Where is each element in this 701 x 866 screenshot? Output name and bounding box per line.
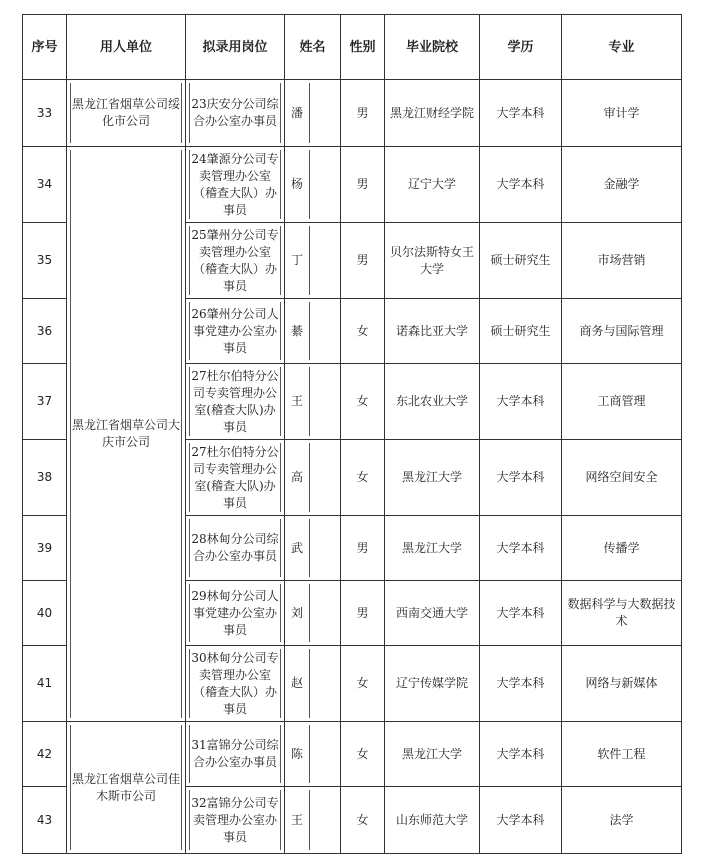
table-row <box>23 80 682 147</box>
row-no: 37 <box>23 364 67 440</box>
major-cell: 工商管理 <box>562 364 682 440</box>
degree-cell: 大学本科 <box>480 80 562 147</box>
major-cell: 审计学 <box>562 80 682 147</box>
degree-cell: 大学本科 <box>480 722 562 787</box>
table-row <box>23 722 682 787</box>
school-cell: 辽宁大学 <box>385 147 480 223</box>
degree-cell: 大学本科 <box>480 787 562 854</box>
school-cell: 诺森比亚大学 <box>385 299 480 364</box>
post-cell: 25肇州分公司专卖管理办公室（稽查大队）办事员 <box>186 223 285 299</box>
major-cell: 软件工程 <box>562 722 682 787</box>
recruitment-table <box>22 14 682 854</box>
name-cell: 王 <box>285 364 341 440</box>
degree-cell: 硕士研究生 <box>480 299 562 364</box>
row-no: 38 <box>23 440 67 516</box>
name-cell: 陈 <box>285 722 341 787</box>
school-cell: 黑龙江大学 <box>385 722 480 787</box>
post-cell: 28林甸分公司综合办公室办事员 <box>186 516 285 581</box>
gender-cell: 女 <box>341 722 385 787</box>
row-no: 36 <box>23 299 67 364</box>
row-no: 33 <box>23 80 67 147</box>
school-cell: 西南交通大学 <box>385 581 480 646</box>
header-major: 专业 <box>562 15 682 80</box>
major-cell: 传播学 <box>562 516 682 581</box>
name-cell: 赵 <box>285 646 341 722</box>
degree-cell: 大学本科 <box>480 646 562 722</box>
post-cell: 29林甸分公司人事党建办公室办事员 <box>186 581 285 646</box>
post-cell: 23庆安分公司综合办公室办事员 <box>186 80 285 147</box>
gender-cell: 男 <box>341 516 385 581</box>
major-cell: 法学 <box>562 787 682 854</box>
degree-cell: 大学本科 <box>480 440 562 516</box>
major-cell: 网络空间安全 <box>562 440 682 516</box>
header-unit: 用人单位 <box>67 15 186 80</box>
unit-cell: 黑龙江省烟草公司佳木斯市公司 <box>67 722 186 854</box>
name-cell: 武 <box>285 516 341 581</box>
row-no: 43 <box>23 787 67 854</box>
major-cell: 数据科学与大数据技术 <box>562 581 682 646</box>
header-degree: 学历 <box>480 15 562 80</box>
header-gender: 性别 <box>341 15 385 80</box>
row-no: 40 <box>23 581 67 646</box>
major-cell: 商务与国际管理 <box>562 299 682 364</box>
gender-cell: 女 <box>341 440 385 516</box>
row-no: 42 <box>23 722 67 787</box>
header-name: 姓名 <box>285 15 341 80</box>
header-post: 拟录用岗位 <box>186 15 285 80</box>
degree-cell: 大学本科 <box>480 516 562 581</box>
school-cell: 辽宁传媒学院 <box>385 646 480 722</box>
gender-cell: 男 <box>341 581 385 646</box>
name-cell: 綦 <box>285 299 341 364</box>
school-cell: 东北农业大学 <box>385 364 480 440</box>
name-cell: 杨 <box>285 147 341 223</box>
school-cell: 贝尔法斯特女王大学 <box>385 223 480 299</box>
school-cell: 黑龙江大学 <box>385 440 480 516</box>
degree-cell: 大学本科 <box>480 147 562 223</box>
header-school: 毕业院校 <box>385 15 480 80</box>
gender-cell: 女 <box>341 299 385 364</box>
row-no: 39 <box>23 516 67 581</box>
major-cell: 网络与新媒体 <box>562 646 682 722</box>
degree-cell: 大学本科 <box>480 364 562 440</box>
table-row <box>23 147 682 223</box>
name-cell: 刘 <box>285 581 341 646</box>
post-cell: 26肇州分公司人事党建办公室办事员 <box>186 299 285 364</box>
row-no: 34 <box>23 147 67 223</box>
school-cell: 黑龙江财经学院 <box>385 80 480 147</box>
row-no: 41 <box>23 646 67 722</box>
post-cell: 24肇源分公司专卖管理办公室（稽查大队）办事员 <box>186 147 285 223</box>
major-cell: 金融学 <box>562 147 682 223</box>
header-no: 序号 <box>23 15 67 80</box>
gender-cell: 男 <box>341 80 385 147</box>
header-row <box>23 15 682 80</box>
unit-cell: 黑龙江省烟草公司绥化市公司 <box>67 80 186 147</box>
gender-cell: 女 <box>341 646 385 722</box>
school-cell: 山东师范大学 <box>385 787 480 854</box>
post-cell: 27杜尔伯特分公司专卖管理办公室(稽查大队)办事员 <box>186 364 285 440</box>
post-cell: 30林甸分公司专卖管理办公室（稽查大队）办事员 <box>186 646 285 722</box>
unit-cell: 黑龙江省烟草公司大庆市公司 <box>67 147 186 722</box>
name-cell: 王 <box>285 787 341 854</box>
row-no: 35 <box>23 223 67 299</box>
gender-cell: 女 <box>341 364 385 440</box>
degree-cell: 大学本科 <box>480 581 562 646</box>
school-cell: 黑龙江大学 <box>385 516 480 581</box>
gender-cell: 男 <box>341 223 385 299</box>
post-cell: 31富锦分公司综合办公室办事员 <box>186 722 285 787</box>
gender-cell: 女 <box>341 787 385 854</box>
name-cell: 丁 <box>285 223 341 299</box>
post-cell: 27杜尔伯特分公司专卖管理办公室(稽查大队)办事员 <box>186 440 285 516</box>
name-cell: 高 <box>285 440 341 516</box>
gender-cell: 男 <box>341 147 385 223</box>
degree-cell: 硕士研究生 <box>480 223 562 299</box>
post-cell: 32富锦分公司专卖管理办公室办事员 <box>186 787 285 854</box>
major-cell: 市场营销 <box>562 223 682 299</box>
name-cell: 潘 <box>285 80 341 147</box>
